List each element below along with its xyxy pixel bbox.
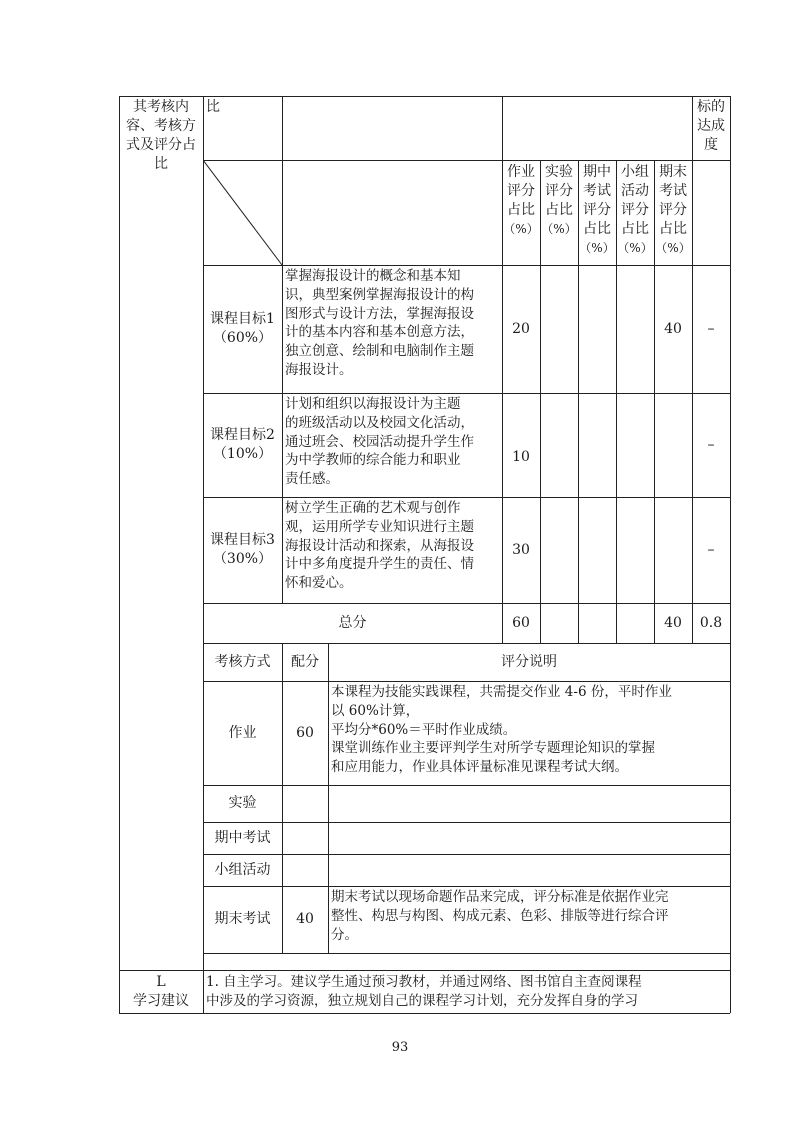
study-advice-label [119,973,203,1011]
scoring-method: 期中考试 [214,829,271,846]
scoring-method: 小组活动 [214,861,271,878]
scoring-score: 60 [296,724,314,741]
header-line: 活动 [621,183,649,199]
header-line: 期中 [583,164,611,180]
achievement-header-line: 标的 [697,99,725,115]
header-line: （%） [541,222,577,236]
section-header-line: 比 [154,156,168,172]
header-group-activity [616,163,654,258]
objective-name: 课程目标1 [210,311,275,327]
header-line: 实验 [545,164,573,180]
header-line: 占比 [545,202,573,218]
objective-homework-score: 10 [512,448,530,465]
achievement-header-line: 达成 [697,118,725,134]
study-advice-label-line: L [156,974,166,990]
header-line: 考试 [659,183,687,199]
header-midterm [578,163,616,258]
objective-homework-score: 30 [512,541,530,558]
section-header-line: 其考核内 [133,99,189,115]
header-line: 占比 [583,221,611,237]
scoring-method: 作业 [228,724,257,741]
scoring-description: 本课程为技能实践课程，共需提交作业 4-6 份，平时作业 以 60%计算， 平均分*60%＝平时作业成绩。 课堂训练作业主要评判学生对所学专题理论知识的掌握 和应用能力，作业具体评量标准见课程考试大纲。 [331,684,672,776]
header-line: 评分 [659,202,687,218]
objective-label [203,265,282,393]
scoring-description [328,823,730,825]
study-advice-label-line: 学习建议 [133,993,189,1009]
total-final-exam: 40 [664,614,682,631]
total-achievement: 0.8 [699,614,723,631]
objective-weight: （60%） [212,330,273,346]
scoring-method: 期末考试 [214,911,271,927]
section-header [119,98,203,174]
header-line: 考试 [583,183,611,199]
header-line: 占比 [621,221,649,237]
achievement-header-line: 度 [704,137,718,153]
achievement-header [692,98,730,155]
header-line: （%） [503,222,539,236]
header-line: 占比 [507,202,535,218]
objective-achievement: – [707,436,715,453]
scoring-score: 40 [296,911,314,927]
scoring-header-method: 考核方式 [214,653,271,670]
objective-name: 课程目标3 [210,532,275,548]
header-line: 小组 [621,164,649,180]
scoring-score [282,822,328,854]
scoring-method: 实验 [228,795,257,811]
objective-label [203,393,282,497]
section-header-line: 容、考核方 [126,118,196,134]
header-line: 占比 [659,221,687,237]
scoring-score [282,785,328,822]
objective-final-score [654,497,692,603]
scoring-description [328,855,730,857]
scoring-description [328,786,730,788]
header-line: （%） [617,241,653,255]
objective-final-score: 40 [664,320,682,337]
objective-weight: （30%） [212,551,273,567]
study-advice-text: 1. 自主学习。建议学生通过预习教材，并通过网络、图书馆自主查阅课程 中涉及的学习资源，独立规划自己的课程学习计划，充分发挥自身的学习 [206,974,642,1009]
objective-description: 计划和组织以海报设计为主题 的班级活动以及校园文化活动， 通过班会、校园活动提升学生作 为中学教师的综合能力和职业 责任感。 [285,396,474,488]
header-line: （%） [655,241,691,255]
page-number: 93 [391,1040,409,1055]
header-line: 评分 [507,183,535,199]
header-final-exam [654,163,692,258]
scoring-header-desc: 评分说明 [501,653,557,670]
objective-final-score [654,393,692,497]
objective-description: 掌握海报设计的概念和基本知 识，典型案例掌握海报设计的构 图形式与设计方法，掌握海报设 计的基本内容和基本创意方法， 独立创意、绘制和电脑制作主题 海报设计。 [285,268,474,378]
total-label: 总分 [338,614,367,631]
objective-name: 课程目标2 [210,427,275,443]
scoring-description: 期末考试以现场命题作品来完成，评分标准是依据作业完 整性、构思与构图、构成元素、色彩、排版等进行综合评 分。 [331,889,669,943]
header-experiment [540,163,578,239]
objective-achievement: – [707,320,715,337]
header-line: 评分 [621,202,649,218]
objective-weight: （10%） [212,446,273,462]
total-homework: 60 [512,614,530,631]
header-line: 作业 [507,164,535,180]
scoring-score [282,854,328,886]
scoring-header-score: 配分 [291,653,319,670]
objective-label [203,497,282,603]
objective-homework-score: 20 [512,320,530,337]
objective-description: 树立学生正确的艺术观与创作 观，运用所学专业知识进行主题 海报设计活动和探索，从海报设 计中多角度提升学生的责任、情 怀和爱心。 [285,500,474,592]
section-header-line: 式及评分占 [126,137,196,153]
header-homework [502,163,540,239]
top-left-fragment: 比 [206,99,220,115]
header-line: 期末 [659,164,687,180]
header-line: 评分 [583,202,611,218]
header-line: （%） [579,241,615,255]
diagonal-divider [203,160,283,266]
objective-achievement: – [707,541,715,558]
header-line: 评分 [545,183,573,199]
